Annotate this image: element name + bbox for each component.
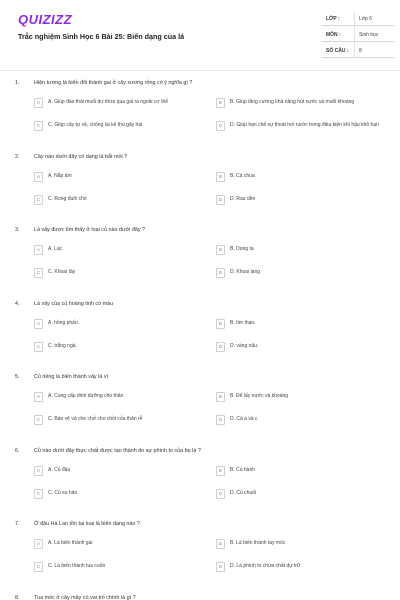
quizizz-logo: QUIZIZZ: [18, 12, 73, 27]
answer-option[interactable]: [216, 245, 386, 259]
option-letter-box: B: [216, 98, 225, 108]
answer-option[interactable]: [34, 466, 204, 480]
option-letter-box: C: [34, 415, 43, 425]
question-item: [0, 374, 400, 444]
option-text: A. Lạc: [48, 246, 63, 252]
option-text: C. Rong đuôi chó: [48, 195, 87, 202]
option-text: D. Củ chuối: [230, 489, 257, 496]
option-text: B. Dong ta: [230, 246, 254, 252]
option-letter-box: D: [216, 121, 225, 131]
answer-option[interactable]: [34, 172, 204, 186]
question-item: [0, 448, 400, 518]
question-number: 8.: [15, 594, 20, 600]
meta-subject-label: MÔN :: [326, 32, 341, 38]
option-text: C. Củ su hào: [48, 489, 78, 496]
option-letter-box: D: [216, 268, 225, 278]
meta-count-label: SỐ CÂU :: [326, 48, 349, 54]
question-text: Hiện tượng lá biến đổi thành gai ở cây xương rồng có ý nghĩa gì ?: [34, 80, 193, 86]
answer-option[interactable]: [216, 392, 386, 406]
option-letter-box: D: [216, 195, 225, 205]
option-text: B. Giúp tăng cường khả năng hút nước và muối khoáng: [230, 99, 355, 105]
question-number: 3.: [15, 227, 20, 233]
question-number: 5.: [15, 374, 20, 380]
option-letter-box: D: [216, 415, 225, 425]
option-text: D. vàng nâu.: [230, 342, 259, 349]
question-item: [0, 227, 400, 297]
answer-option[interactable]: [216, 98, 386, 112]
option-letter-box: B: [216, 319, 225, 329]
answer-option[interactable]: [34, 489, 204, 503]
option-text: B. Củ hành: [230, 466, 256, 473]
meta-count-value: 8: [359, 48, 362, 54]
option-text: D. Giúp hạn chế sự thoát hơi nước trong điều kiện khí hậu khô hạn: [230, 122, 379, 128]
question-item: [0, 80, 400, 150]
option-text: D. Lá phình to chứa chất dự trữ: [230, 563, 301, 569]
meta-grade: [322, 12, 394, 26]
option-letter-box: D: [216, 489, 225, 499]
option-text: C. trắng ngà.: [48, 342, 77, 349]
question-text: Lá vảy của củ hoàng tinh có màu: [34, 300, 114, 307]
option-letter-box: A: [34, 172, 43, 182]
question-text: Lá vảy được tìm thấy ở loại củ nào dưới đây ?: [34, 227, 146, 233]
option-text: A. hồng phấn.: [48, 319, 80, 326]
option-text: A. Lá biến thành gai: [48, 540, 93, 546]
option-letter-box: D: [216, 342, 225, 352]
option-text: C. Khoai tây: [48, 269, 76, 275]
option-text: D. Cả a và c: [230, 416, 258, 422]
question-text: Ở đậu Hà Lan tồn tại loại lá biến dạng nào ?: [34, 521, 140, 527]
question-item: [0, 595, 400, 600]
meta-subject-value: Sinh học: [359, 32, 379, 38]
answer-option[interactable]: [34, 121, 204, 135]
answer-option[interactable]: [34, 539, 204, 553]
answer-option[interactable]: [34, 319, 204, 333]
meta-grade-value: Lớp 6: [359, 16, 373, 22]
option-letter-box: B: [216, 172, 225, 182]
option-letter-box: D: [216, 562, 225, 572]
answer-option[interactable]: [34, 392, 204, 406]
answer-option[interactable]: [34, 415, 204, 429]
option-letter-box: A: [34, 98, 43, 108]
option-letter-box: A: [34, 539, 43, 549]
option-text: A. Cung cấp dinh dưỡng cho thân: [48, 393, 124, 399]
option-letter-box: B: [216, 539, 225, 549]
option-text: A. Nắp ấm: [48, 172, 72, 179]
answer-option[interactable]: [216, 562, 386, 576]
question-number: 2.: [15, 153, 20, 160]
option-text: A. Củ đậu: [48, 466, 71, 473]
option-text: C. Giúp cây tự vệ, chống lại kẻ thù gây hại: [48, 122, 143, 128]
answer-option[interactable]: [34, 562, 204, 576]
answer-option[interactable]: [216, 489, 386, 503]
meta-divider: [354, 12, 355, 58]
option-letter-box: C: [34, 489, 43, 499]
answer-option[interactable]: [34, 195, 204, 209]
option-letter-box: C: [34, 342, 43, 352]
question-item: [0, 301, 400, 371]
option-text: B. tím than.: [230, 319, 256, 326]
question-text: Cây nào dưới đây có dạng lá bắt mồi ?: [34, 153, 128, 160]
answer-option[interactable]: [216, 466, 386, 480]
answer-option[interactable]: [34, 268, 204, 282]
option-letter-box: C: [34, 268, 43, 278]
answer-option[interactable]: [216, 415, 386, 429]
option-letter-box: B: [216, 245, 225, 255]
option-letter-box: A: [34, 319, 43, 329]
answer-option[interactable]: [34, 98, 204, 112]
document-header: [0, 0, 400, 72]
option-text: D. Khoai lang: [230, 269, 261, 275]
answer-option[interactable]: [216, 172, 386, 186]
answer-option[interactable]: [216, 268, 386, 282]
option-text: A. Giúp đào thải muối dư thừa qua gai ra ngoài cơ thể: [48, 99, 169, 105]
meta-count: [322, 44, 394, 58]
question-number: 4.: [15, 300, 20, 307]
option-letter-box: B: [216, 466, 225, 476]
option-text: C. Bảo vệ và che chở cho chồi của thân rễ: [48, 416, 143, 422]
option-letter-box: C: [34, 195, 43, 205]
question-text: Củ nào dưới đây thực chất được tạo thành do sự phình to của bẹ lá ?: [34, 447, 201, 454]
question-text: Củ riềng là biến thành vẩy lá vì: [34, 374, 109, 380]
answer-option[interactable]: [34, 342, 204, 356]
answer-option[interactable]: [216, 342, 386, 356]
question-number: 7.: [15, 521, 20, 527]
page-title: Trắc nghiệm Sinh Học 6 Bài 25: Biến dạng của lá: [18, 32, 185, 41]
option-text: B. Cà chua: [230, 172, 255, 179]
answer-option[interactable]: [216, 319, 386, 333]
option-letter-box: C: [34, 562, 43, 572]
question-number: 1.: [15, 80, 20, 86]
answer-option[interactable]: [216, 195, 386, 209]
meta-grade-label: LỚP :: [326, 16, 340, 22]
question-item: [0, 521, 400, 591]
option-text: B. Lá biến thành tay móc: [230, 540, 286, 546]
option-letter-box: A: [34, 245, 43, 255]
option-letter-box: C: [34, 121, 43, 131]
meta-subject: [322, 28, 394, 42]
question-number: 6.: [15, 447, 20, 454]
option-text: D. Rau dền: [230, 195, 256, 202]
answer-option[interactable]: [216, 121, 386, 135]
option-text: C. Lá biến thành tua cuốn: [48, 563, 106, 569]
question-text: Tua móc ở cây mây có vai trò chính là gì ?: [34, 594, 136, 600]
question-item: [0, 154, 400, 224]
option-letter-box: A: [34, 466, 43, 476]
answer-option[interactable]: [34, 245, 204, 259]
option-letter-box: A: [34, 392, 43, 402]
option-text: B. Để lấy nước và khoáng: [230, 393, 289, 399]
answer-option[interactable]: [216, 539, 386, 553]
option-letter-box: B: [216, 392, 225, 402]
header-divider: [0, 70, 400, 71]
